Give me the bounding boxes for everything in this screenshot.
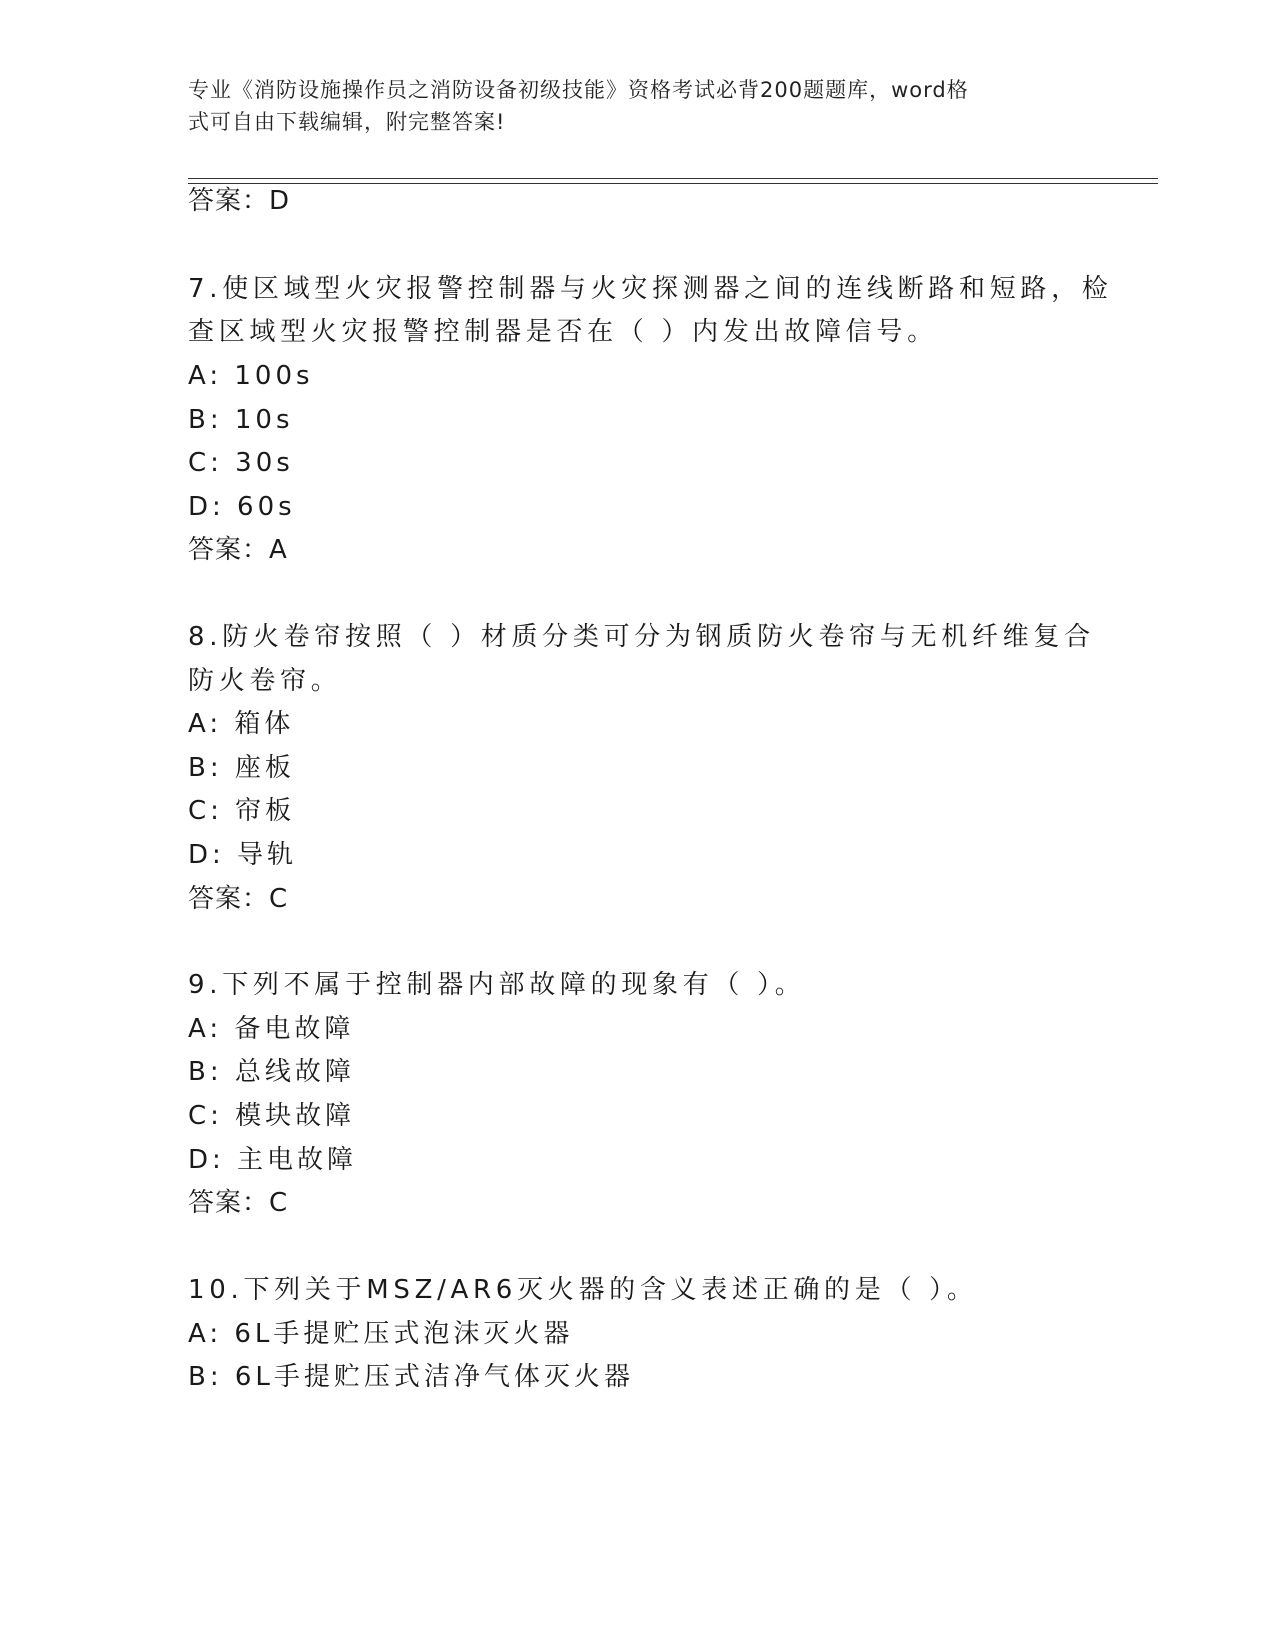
question-9-option-a: A: 备电故障: [188, 1014, 355, 1044]
question-7-stem-line-1: 7.使区域型火灾报警控制器与火灾探测器之间的连线断路和短路，检: [188, 274, 1113, 304]
question-7-option-a: A: 100s: [188, 361, 314, 391]
header-divider-thin: [188, 183, 1158, 184]
question-8-option-a: A: 箱体: [188, 709, 295, 739]
header-line-2: 式可自由下载编辑，附完整答案!: [188, 110, 506, 134]
question-7-stem-line-2: 查区域型火灾报警控制器是否在（ ）内发出故障信号。: [188, 317, 938, 347]
question-7-answer: 答案：A: [188, 535, 288, 565]
document-header: [188, 74, 1068, 138]
question-8-stem-line-1: 8.防火卷帘按照（ ）材质分类可分为钢质防火卷帘与无机纤维复合: [188, 622, 1095, 652]
question-8-answer: 答案：C: [188, 884, 289, 914]
question-7-option-d: D: 60s: [188, 492, 296, 522]
question-9-stem-line-1: 9.下列不属于控制器内部故障的现象有（ ）。: [188, 970, 806, 1000]
question-8-stem-line-2: 防火卷帘。: [188, 666, 342, 696]
question-8-option-c: C: 帘板: [188, 796, 296, 826]
question-8-option-b: B: 座板: [188, 753, 295, 783]
question-7-option-c: C: 30s: [188, 448, 294, 478]
question-9-option-d: D: 主电故障: [188, 1145, 358, 1175]
question-10-stem-line-1: 10.下列关于MSZ/AR6灭火器的含义表述正确的是（ ）。: [188, 1275, 978, 1305]
question-9-option-b: B: 总线故障: [188, 1057, 355, 1087]
answer-prev: 答案：D: [188, 186, 291, 216]
question-10-option-b: B: 6L手提贮压式洁净气体灭火器: [188, 1362, 634, 1392]
question-7-option-b: B: 10s: [188, 405, 294, 435]
header-line-1: 专业《消防设施操作员之消防设备初级技能》资格考试必背200题题库，word格: [188, 78, 969, 102]
header-divider: [188, 178, 1158, 179]
question-8-option-d: D: 导轨: [188, 840, 298, 870]
question-9-answer: 答案：C: [188, 1188, 289, 1218]
question-9-option-c: C: 模块故障: [188, 1101, 356, 1131]
question-10-option-a: A: 6L手提贮压式泡沫灭火器: [188, 1319, 574, 1349]
